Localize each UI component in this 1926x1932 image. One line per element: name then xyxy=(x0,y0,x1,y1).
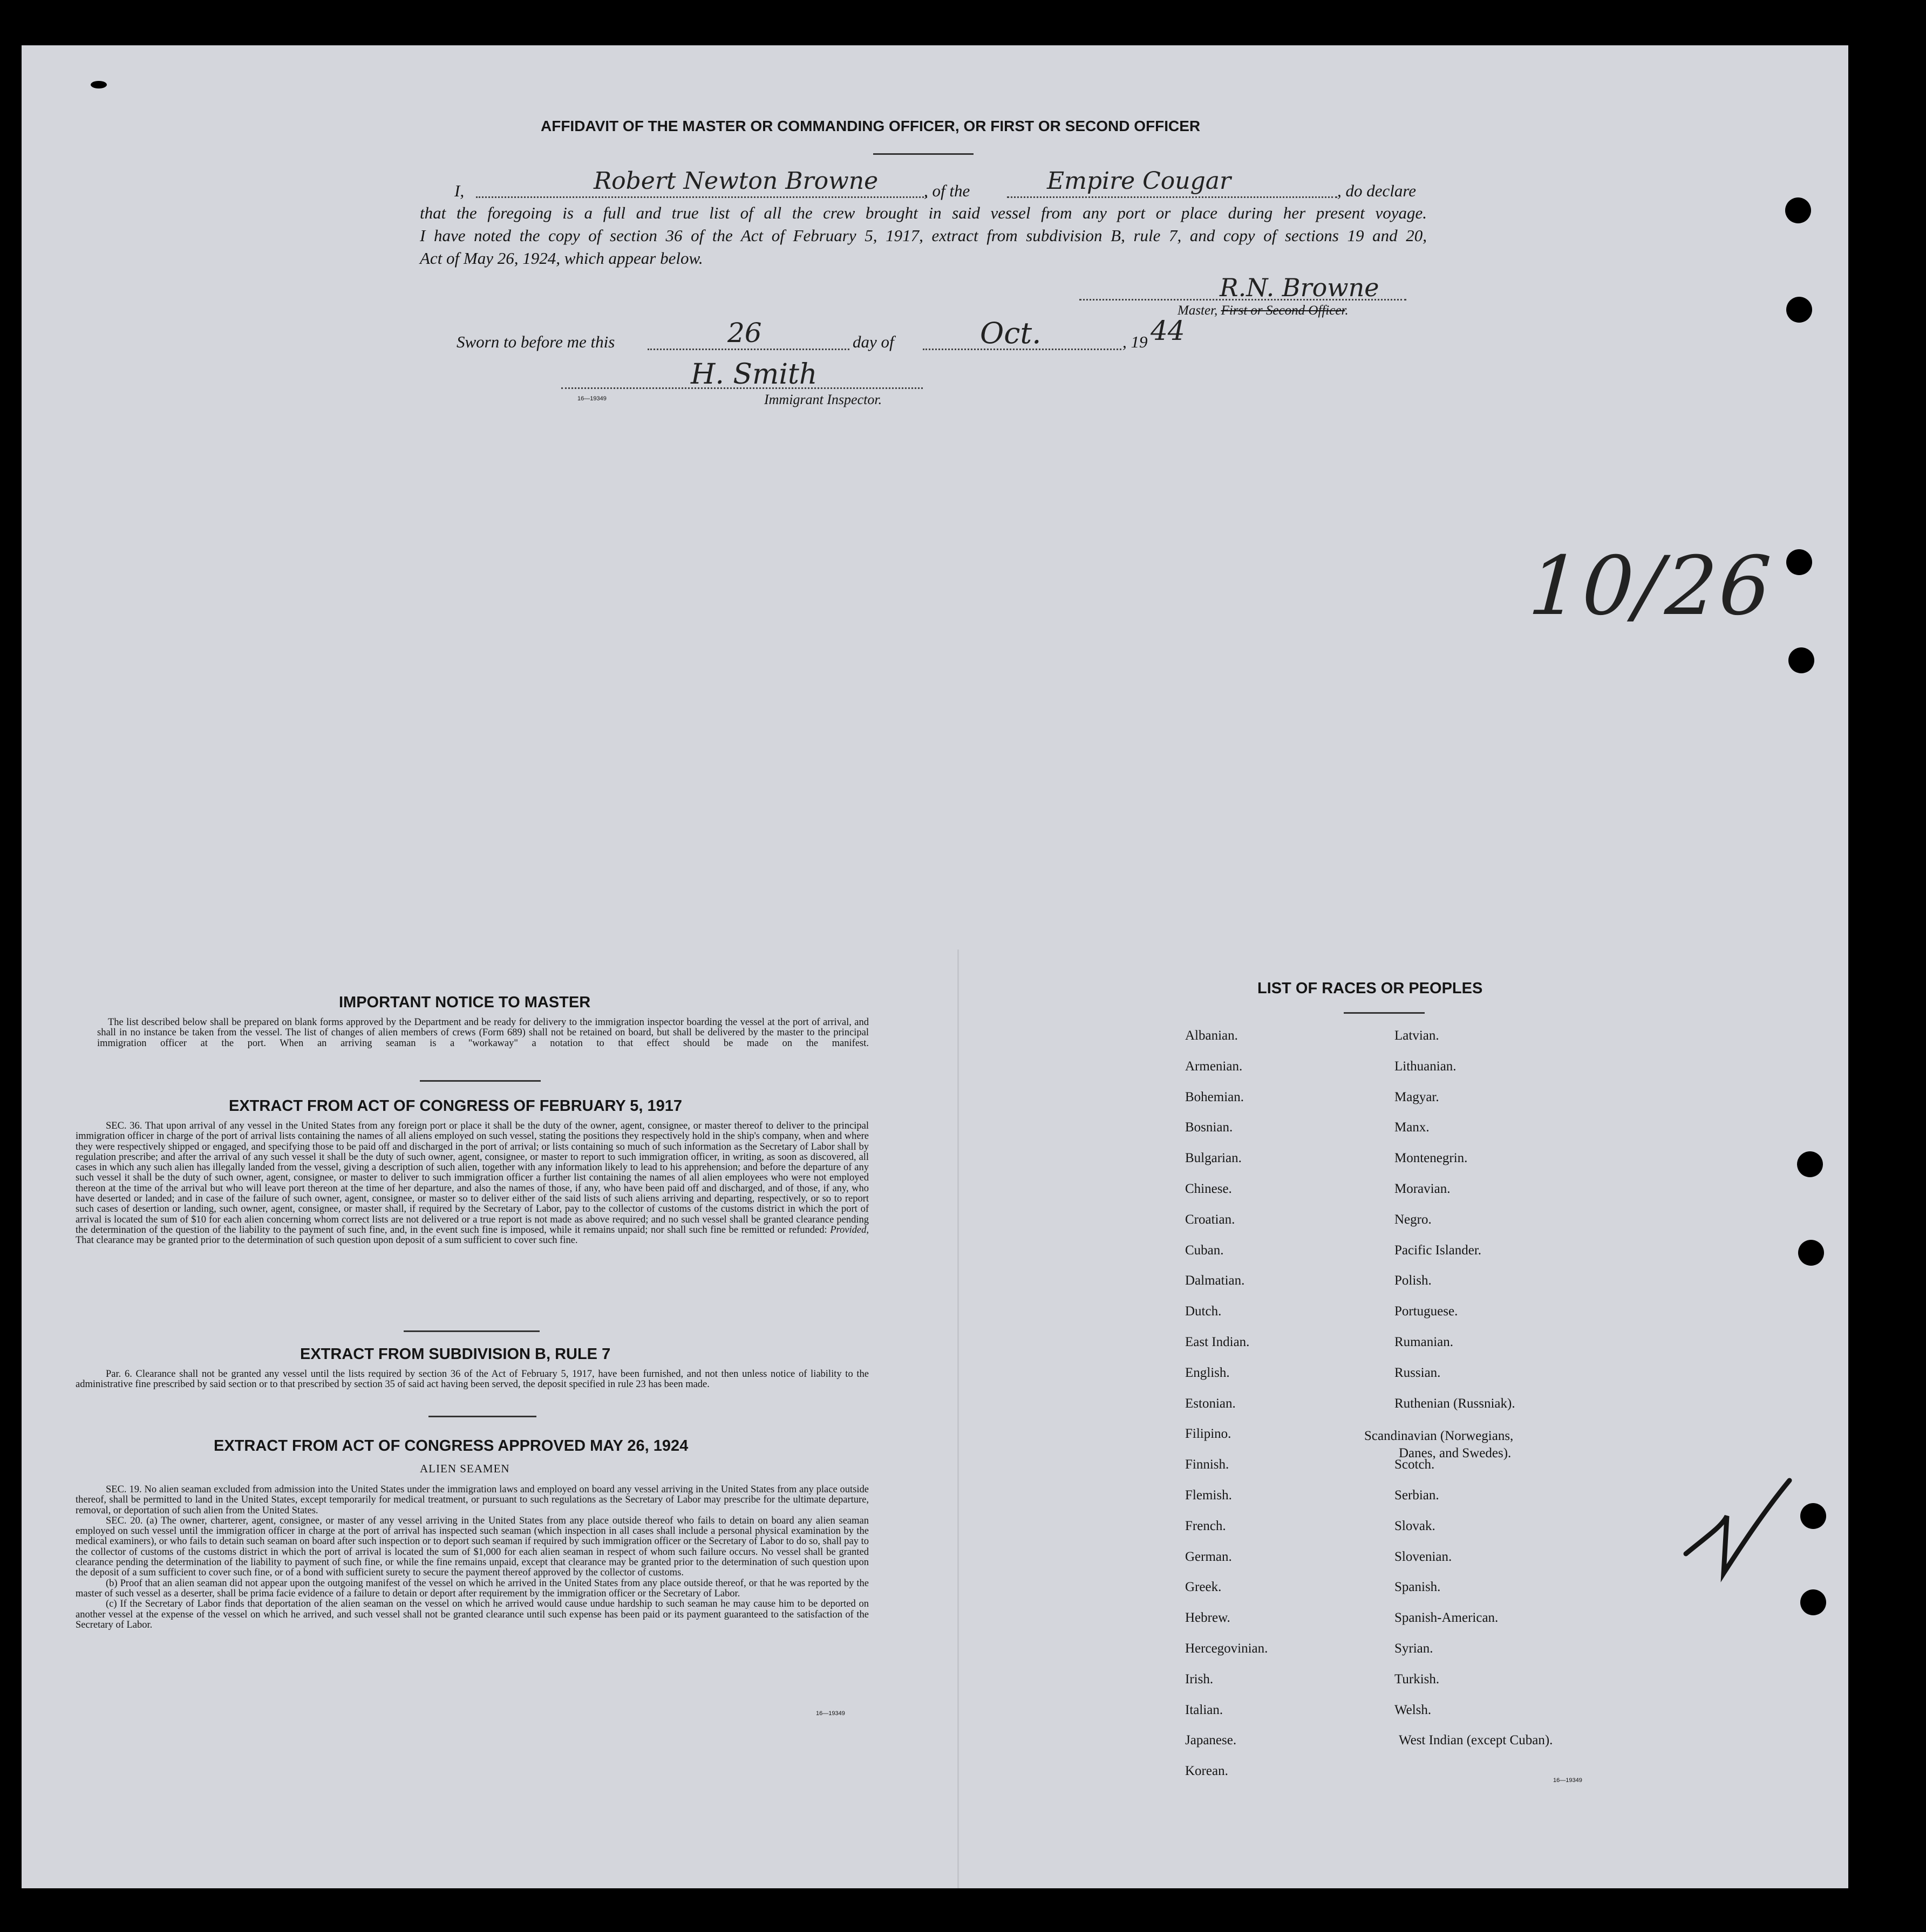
race-item: West Indian (except Cuban). xyxy=(1399,1733,1553,1748)
affidavit-title: AFFIDAVIT OF THE MASTER OR COMMANDING OFFICER, OR FIRST OR SECOND OFFICER xyxy=(541,118,1201,134)
signatory-title xyxy=(1178,303,1349,318)
race-item: Finnish. xyxy=(1185,1457,1229,1472)
notice-text: The list described below shall be prepared on blank forms approved by the Department and be ready for delivery to the immigration inspector boarding the vessel at the port of arrival, and shall in no instance be taken from the vessel. The list of changes of alien members of crews (Form 689) shall not be retained on board, but shall be delivered by the master to the principal immigration officer at the port. When an arriving seaman is a "workaway" a notation to that effect should be made on the manifest. xyxy=(97,1017,869,1049)
master-name-handwritten: Robert Newton Browne xyxy=(594,167,879,195)
section-rule xyxy=(404,1330,540,1332)
race-item: Rumanian. xyxy=(1394,1335,1454,1349)
race-item: Irish. xyxy=(1185,1671,1214,1687)
race-item: Serbian. xyxy=(1394,1488,1439,1503)
extract-form-number: 16—19349 xyxy=(816,1710,845,1717)
race-item: Spanish-American. xyxy=(1394,1610,1499,1626)
races-heading: LIST OF RACES OR PEOPLES xyxy=(1257,980,1483,997)
rule7-text: Par. 6. Clearance shall not be granted any vessel until the lists required by section 36 of the Act of February 5, 1917, have been furnished, and not then unless notice of liability to the administrative fine prescribed by said section or to that prescribed by section 35 of said act having been served, the deposit specified in rule 23 has been made. xyxy=(76,1369,869,1390)
race-item: Greek. xyxy=(1185,1580,1222,1595)
race-item: Montenegrin. xyxy=(1394,1151,1468,1166)
race-item: Bohemian. xyxy=(1185,1089,1244,1104)
affidavit-line-4: Act of May 26, 1924, which appear below. xyxy=(420,249,703,268)
punch-hole xyxy=(1800,1503,1826,1529)
master-signature: R.N. Browne xyxy=(1220,273,1379,302)
extract-1924-body xyxy=(76,1485,869,1630)
affidavit-form-number: 16—19349 xyxy=(577,395,607,402)
race-item: Polish. xyxy=(1394,1273,1432,1288)
inspector-label: Immigrant Inspector. xyxy=(764,392,882,407)
fold-line xyxy=(957,950,959,1888)
race-item: Scandinavian (Norwegians, xyxy=(1364,1429,1514,1444)
name-line xyxy=(476,196,927,198)
race-item: Russian. xyxy=(1394,1365,1441,1380)
punch-hole xyxy=(1786,297,1812,323)
extract-1917-body xyxy=(76,1121,869,1246)
section-20b-text: (b) Proof that an alien seaman did not appear upon the outgoing manifest of the vessel on which he arrived in the United States from any place outside thereof, or that he was reported by the master of such vessel as a deserter, shall be prima facie evidence of a failure to detain or deport after requirement by the immigration officer or the Secretary of Labor. xyxy=(76,1578,869,1599)
race-item: Welsh. xyxy=(1394,1702,1432,1717)
race-item: Danes, and Swedes). xyxy=(1399,1446,1512,1461)
notice-body xyxy=(97,1018,869,1049)
extract-1917-heading: EXTRACT FROM ACT OF CONGRESS OF FEBRUARY 5, 1917 xyxy=(229,1097,683,1115)
punch-hole xyxy=(1785,197,1811,223)
races-rule xyxy=(1344,1012,1425,1014)
race-item: Portuguese. xyxy=(1394,1304,1458,1319)
race-item: Scotch. xyxy=(1394,1457,1435,1472)
affidavit-line-2: that the foregoing is a full and true list of all the crew brought in said vessel from any port or place during her present voyage. xyxy=(420,203,1427,222)
race-item: Hercegovinian. xyxy=(1185,1641,1268,1656)
race-item: Bosnian. xyxy=(1185,1120,1233,1135)
punch-hole xyxy=(1798,1240,1824,1266)
race-item: Japanese. xyxy=(1185,1733,1237,1748)
rule7-heading: EXTRACT FROM SUBDIVISION B, RULE 7 xyxy=(300,1346,611,1363)
race-item: Flemish. xyxy=(1185,1488,1232,1503)
race-item: Dalmatian. xyxy=(1185,1273,1245,1288)
section-rule xyxy=(428,1416,536,1417)
check-mark-icon xyxy=(1684,1478,1792,1581)
race-item: Ruthenian (Russniak). xyxy=(1394,1396,1515,1411)
race-item: French. xyxy=(1185,1518,1226,1533)
race-item: Bulgarian. xyxy=(1185,1151,1242,1166)
rule7-body xyxy=(76,1369,869,1390)
section-20c-text: (c) If the Secretary of Labor finds that deportation of the alien seaman on the vessel on which he arrived would cause undue hardship to such seaman he may cause him to be deported on another vessel at the expense of the vessel on which he arrived, and such vessel shall not be granted clearance until such expense has been paid or its payment guaranteed to the satisfaction of the Secretary of Labor. xyxy=(76,1599,869,1630)
race-item: English. xyxy=(1185,1365,1230,1380)
race-item: Hebrew. xyxy=(1185,1610,1230,1626)
of-the-label: , of the xyxy=(924,181,970,200)
race-item: Negro. xyxy=(1394,1212,1432,1227)
section-19-text: SEC. 19. No alien seaman excluded from admission into the United States under the immigration laws and employed on board any vessel arriving in the United States from any place outside thereof, shall be permitted to land in the United States, except temporarily for medical treatment, or pursuant to such regulations as the Secretary of Labor may prescribe for the ultimate departure, removal, or deportation of such alien from the United States. xyxy=(76,1484,869,1516)
alien-seamen-subheading: ALIEN SEAMEN xyxy=(420,1462,510,1475)
race-item: Pacific Islander. xyxy=(1394,1243,1482,1258)
day-line xyxy=(648,349,849,350)
ink-speck xyxy=(91,81,107,88)
date-annotation: 10/26 xyxy=(1516,540,1784,633)
proviso-label: Provided, xyxy=(830,1224,869,1235)
extract-1924-heading: EXTRACT FROM ACT OF CONGRESS APPROVED MAY 26, 1924 xyxy=(214,1437,689,1455)
punch-hole xyxy=(1786,549,1812,575)
declarant-prefix: I, xyxy=(454,181,465,200)
races-form-number: 16—19349 xyxy=(1553,1777,1582,1784)
punch-hole xyxy=(1800,1589,1826,1615)
punch-hole xyxy=(1797,1151,1823,1177)
vessel-line xyxy=(1007,196,1337,198)
race-item: Latvian. xyxy=(1394,1028,1439,1043)
race-item: Cuban. xyxy=(1185,1243,1224,1258)
title-end: . xyxy=(1345,303,1349,318)
race-item: Lithuanian. xyxy=(1394,1059,1457,1074)
sworn-label: Sworn to before me this xyxy=(457,332,615,351)
title-rule xyxy=(873,153,974,155)
master-label: Master, xyxy=(1178,303,1218,318)
race-item: Moravian. xyxy=(1394,1182,1451,1196)
race-item: Filipino. xyxy=(1185,1426,1231,1442)
struck-officer-label: First or Second Officer xyxy=(1221,303,1345,318)
year-handwritten: 44 xyxy=(1151,315,1185,346)
notice-heading: IMPORTANT NOTICE TO MASTER xyxy=(339,994,591,1011)
section-rule xyxy=(420,1080,541,1082)
race-item: East Indian. xyxy=(1185,1335,1250,1349)
race-item: Magyar. xyxy=(1394,1089,1439,1104)
race-item: German. xyxy=(1185,1549,1232,1564)
race-item: Chinese. xyxy=(1185,1182,1232,1196)
race-item: Manx. xyxy=(1394,1120,1430,1135)
month-handwritten: Oct. xyxy=(980,316,1042,350)
section-36-text: SEC. 36. That upon arrival of any vessel in the United States from any foreign port or place it shall be the duty of the owner, agent, consignee, or master thereof to deliver to the principal immigration officer in charge of the port of arrival lists containing the names of all aliens employed on such vessel, stating the positions they respectively hold in the ship's company, when and where they were respectively shipped or engaged, and specifying those to be paid off and discharged in the port of arrival; or lists containing so much of such information as the Secretary of Labor shall by regulation prescribe; and after the arrival of any such vessel it shall be the duty of such owner, agent, consignee, or master to report to such immigration officer, in writing, as soon as discovered, all cases in which any such alien has illegally landed from the vessel, giving a description of such alien, together with any information likely to lead to his apprehension; and before the departure of any such vessel it shall be the duty of such owner, agent, consignee, or master to deliver to such immigration officer a further list containing the names of all alien employees who were not employed thereon at the time of the arrival but who will leave port thereon at the time of her departure, and also the names of those, if any, who have been paid off and discharged, and of those, if any, who have deserted or landed; and in case of the failure of such owner, agent, consignee, or master so to deliver either of the said lists of such aliens arriving and departing, respectively, or so to report such cases of desertion or landing, such owner, agent, consignee, or master shall, if required by the Secretary of Labor, pay to the collector of customs of the customs district in which the port of arrival is located the sum of $10 for each alien concerning whom correct lists are not delivered or a true report is not made as above required; and no such vessel shall be granted clearance pending the determination of the question of the liability to the payment of such fine, and, in the event such fine is imposed, while it remains unpaid; nor shall such fine be remitted or refunded: xyxy=(76,1121,869,1235)
race-item: Slovak. xyxy=(1394,1518,1435,1533)
day-handwritten: 26 xyxy=(727,317,762,349)
race-item: Albanian. xyxy=(1185,1028,1238,1043)
section-36-proviso: That clearance may be granted prior to the determination of such question upon deposit of a sum sufficient to cover such fine. xyxy=(76,1235,578,1246)
section-20a-text: SEC. 20. (a) The owner, charterer, agent, consignee, or master of any vessel arriving in the United States from any place outside thereof who fails to detain on board any alien seaman employed on such vessel until the immigration officer in charge at the port of arrival has inspected such seaman (which inspection in all cases shall include a personal physical examination by the medical examiners), or who fails to detain such seaman on board after such inspection or to deport such seaman if required by such immigration officer or the Secretary of Labor to do so, shall pay to the collector of customs of the customs district in which the port of arrival is located the sum of $1,000 for each alien seaman in respect of whom such failure occurs. No vessel shall be granted clearance pending the determination of the liability to payment of such fine, or while the fine remains unpaid, except that clearance may be granted prior to the determination of such question upon the deposit of a sum sufficient to cover such fine, or of a bond with sufficient surety to secure the payment thereof approved by the collector of customs. xyxy=(76,1515,869,1579)
race-item: Slovenian. xyxy=(1394,1549,1452,1564)
race-item: Croatian. xyxy=(1185,1212,1235,1227)
punch-hole xyxy=(1788,647,1814,673)
race-item: Armenian. xyxy=(1185,1059,1243,1074)
race-item: Dutch. xyxy=(1185,1304,1222,1319)
race-item: Turkish. xyxy=(1394,1671,1440,1687)
vessel-name-handwritten: Empire Cougar xyxy=(1047,167,1231,195)
race-item: Syrian. xyxy=(1394,1641,1433,1656)
affidavit-line-3: I have noted the copy of section 36 of the Act of February 5, 1917, extract from subdivision B, rule 7, and copy of sections 19 and 20, xyxy=(420,226,1427,245)
inspector-signature: H. Smith xyxy=(691,358,818,391)
do-declare-label: , do declare xyxy=(1337,181,1417,200)
race-item: Korean. xyxy=(1185,1764,1228,1779)
race-item: Spanish. xyxy=(1394,1580,1441,1595)
year-prefix: , 19 xyxy=(1122,332,1148,351)
race-item: Estonian. xyxy=(1185,1396,1236,1411)
day-of-label: day of xyxy=(853,332,894,351)
race-item: Italian. xyxy=(1185,1702,1223,1717)
